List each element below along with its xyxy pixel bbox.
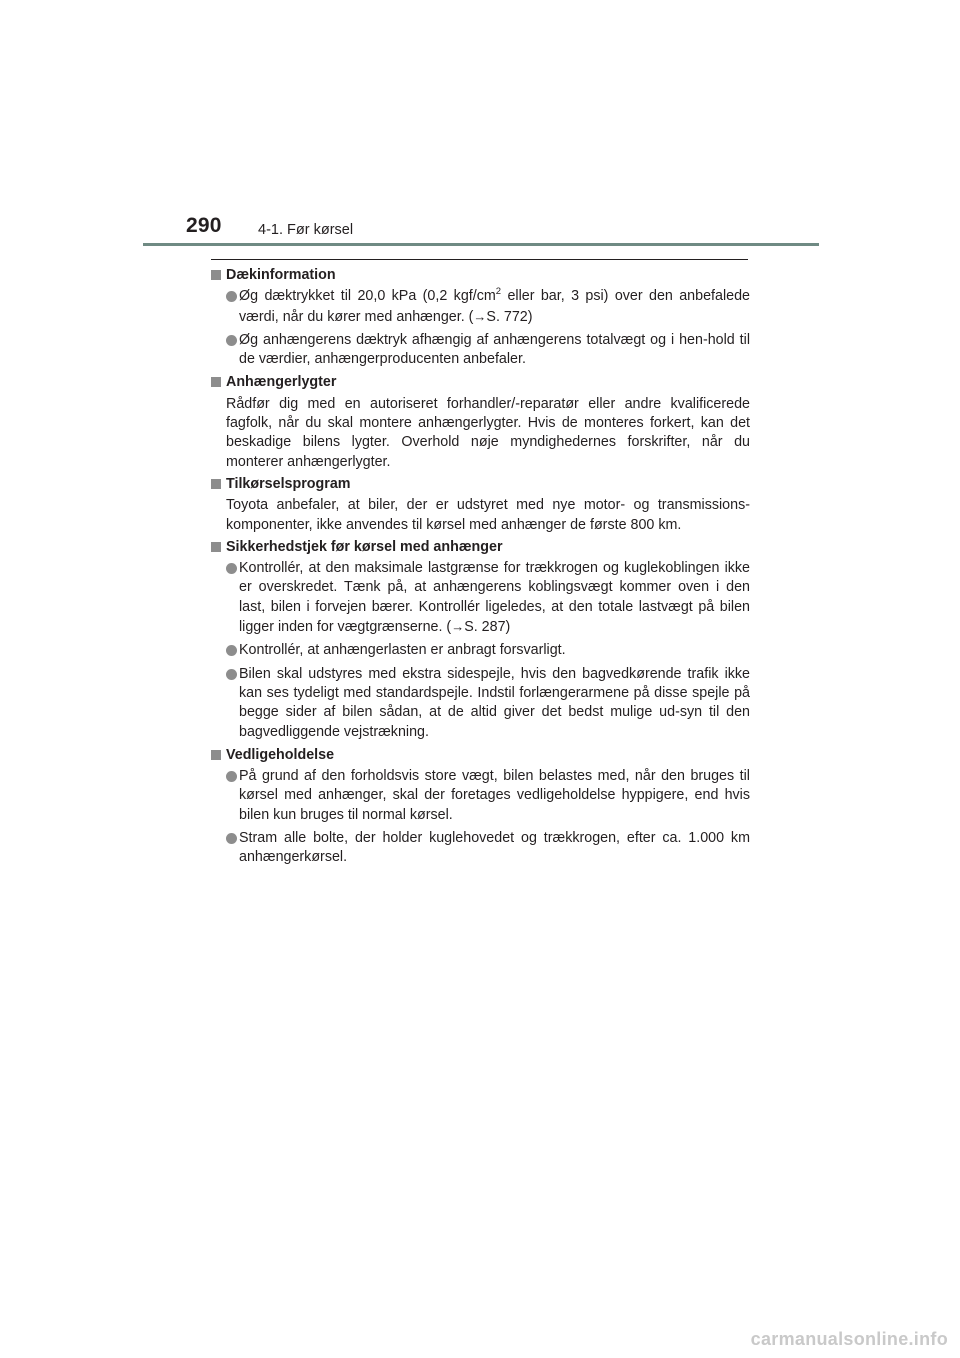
round-bullet-icon <box>226 335 237 346</box>
list-item <box>210 829 750 868</box>
round-bullet-icon <box>226 563 237 574</box>
round-bullet-icon <box>226 833 237 844</box>
content-rule <box>211 259 748 260</box>
square-bullet-icon <box>211 479 221 489</box>
section-maintenance <box>210 746 750 868</box>
page-content <box>210 266 750 872</box>
square-bullet-icon <box>211 542 221 552</box>
round-bullet-icon <box>226 771 237 782</box>
list-item <box>210 287 750 327</box>
section-heading-text: Vedligeholdelse <box>226 746 335 763</box>
bullet-text: Bilen skal udstyres med ekstra sidespejle, hvis den bagvedkørende trafik ikke kan ses tydeligt med standardspejle. Indstil forlængerarmene på disse spejle på begge sider af bilen sådan, at de altid giver det bedst mulige ud-syn til den bagvedliggende vejstrækning. <box>239 665 750 740</box>
section-heading-text: Anhængerlygter <box>226 374 337 391</box>
list-item <box>210 641 750 660</box>
section-heading <box>210 475 750 494</box>
arrow-right-icon: → <box>473 308 487 324</box>
section-safety-check <box>210 538 750 742</box>
section-heading-text: Tilkørselsprogram <box>226 475 351 492</box>
arrow-right-icon: → <box>451 619 465 635</box>
list-item <box>210 665 750 742</box>
section-label: 4-1. Før kørsel <box>258 222 354 238</box>
page-reference: S. 772) <box>486 308 533 325</box>
bullet-text: Stram alle bolte, der holder kuglehovedet og trækkrogen, efter ca. 1.000 km anhængerkørsel. <box>239 830 750 866</box>
bullet-text: Kontrollér, at den maksimale lastgrænse for trækkrogen og kuglekoblingen ikke er overskredet. Tænk på, at anhængerens koblingsvægt kommer oven i den last, bilen i forvejen bærer. Kontrollér ligeledes, at den totale lastvægt på bilen ligger inden for vægtgrænserne. ( <box>239 560 750 636</box>
section-heading-text: Dækinformation <box>226 267 336 283</box>
bullet-text: På grund af den forholdsvis store vægt, bilen belastes med, når den bruges til kørsel med anhænger, skal der foretages vedligeholdelse hyppigere, end hvis bilen kun bruges til normal kørsel. <box>239 768 750 823</box>
bullet-text: Kontrollér, at anhængerlasten er anbragt forsvarligt. <box>239 642 566 659</box>
section-trailer-lights <box>210 373 750 471</box>
page-reference: S. 287) <box>464 619 511 636</box>
header-rule <box>143 243 819 246</box>
list-item <box>210 331 750 370</box>
section-paragraph: Toyota anbefaler, at biler, der er udstyret med nye motor- og transmissions-komponenter, ikke anvendes til kørsel med anhænger de første 800 km. <box>226 497 750 533</box>
square-bullet-icon <box>211 750 221 760</box>
list-item <box>210 767 750 825</box>
section-heading-text: Sikkerhedstjek før kørsel med anhænger <box>226 538 503 555</box>
bullet-text: Øg dæktrykket til 20,0 kPa (0,2 kgf/cm <box>239 288 496 305</box>
section-heading <box>210 373 750 392</box>
square-bullet-icon <box>211 377 221 387</box>
section-heading <box>210 538 750 557</box>
section-paragraph: Rådfør dig med en autoriseret forhandler/-reparatør eller andre kvalificerede fagfolk, når du skal montere anhængerlygter. Hvis de monteres forkert, kan det beskadige bilens lygter. Overhold nøje myndighedernes forskrifter, når du monterer anhængerlygter. <box>226 395 750 470</box>
round-bullet-icon <box>226 291 237 302</box>
round-bullet-icon <box>226 645 237 656</box>
page-number: 290 <box>186 214 222 237</box>
watermark: carmanualsonline.info <box>750 1329 948 1349</box>
section-heading <box>210 746 750 765</box>
square-bullet-icon <box>211 270 221 280</box>
superscript: 2 <box>495 286 502 298</box>
list-item <box>210 559 750 637</box>
bullet-text-continued: eller bar, 3 psi) over den anbefalede værdi, når du kører med anhænger. ( <box>239 288 750 325</box>
round-bullet-icon <box>226 669 237 680</box>
bullet-text: Øg anhængerens dæktryk afhængig af anhængerens totalvægt og i hen-hold til de værdier, anhængerproducenten anbefaler. <box>239 331 750 368</box>
section-heading <box>210 266 750 285</box>
section-break-in <box>210 475 750 535</box>
section-tire-info <box>210 266 750 369</box>
